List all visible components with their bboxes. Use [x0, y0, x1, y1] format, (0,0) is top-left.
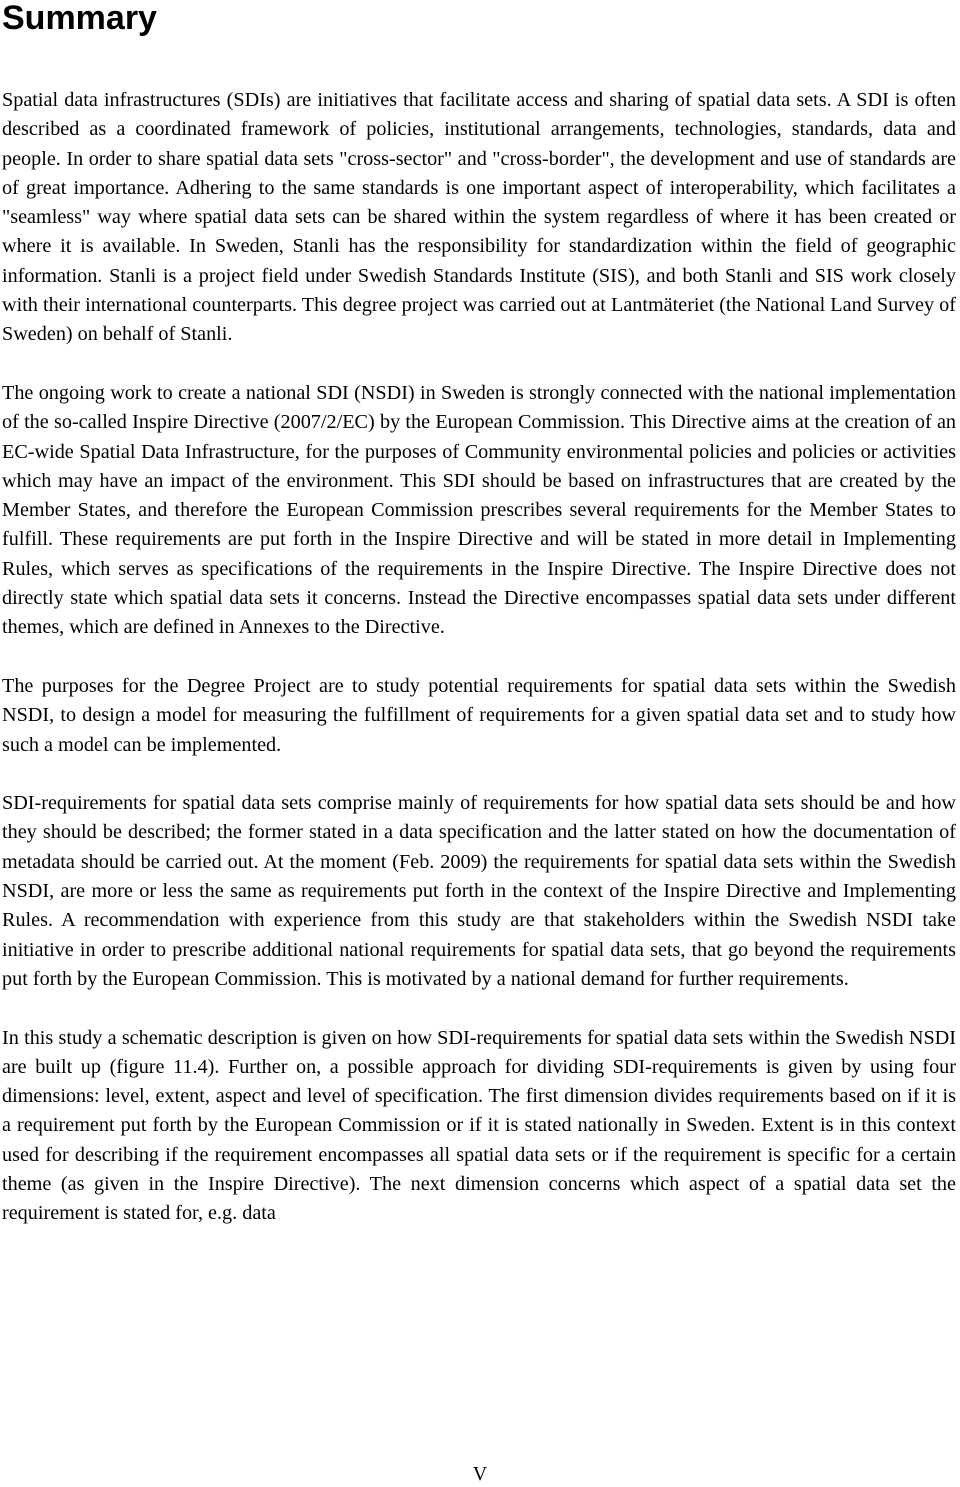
paragraph-2: The ongoing work to create a national SDI (NSDI) in Sweden is strongly connected with the national implementation of the so-called Inspire Directive (2007/2/EC) by the European Commission. This Directive aims at the creation of an EC-wide Spatial Data Infrastructure, for the purposes of Community environmental policies and policies or activities which may have an impact of the environment. This SDI should be based on infrastructures that are created by the Member States, and therefore the European Commission prescribes several requirements for the Member States to fulfill. These requirements are put forth in the Inspire Directive and will be stated in more detail in Implementing Rules, which serves as specifications of the requirements in the Inspire Directive. The Inspire Directive does not directly state which spatial data sets it concerns. Instead the Directive encompasses spatial data sets under different themes, which are defined in Annexes to the Directive. [2, 381, 956, 639]
paragraph-5: In this study a schematic description is given on how SDI-requirements for spatial data sets within the Swedish NSDI are built up (figure 11.4). Further on, a possible approach for dividing SDI-requirements is given by using four dimensions: level, extent, aspect and level of specification. The first dimension divides requirements based on if it is a requirement put forth by the European Commission or if it is stated nationally in Sweden. Extent is in this context used for describing if the requirement encompasses all spatial data sets or if the requirement is specific for a certain theme (as given in the Inspire Directive). The next dimension concerns which aspect of a spatial data set the requirement is stated for, e.g. data [2, 1026, 956, 1225]
page-number: V [472, 1463, 488, 1485]
page-title: Summary [2, 0, 157, 37]
paragraph-1: Spatial data infrastructures (SDIs) are initiatives that facilitate access and sharing of spatial data sets. A SDI is often described as a coordinated framework of policies, institutional arrangements, technologies, standards, data and people. In order to share spatial data sets "cross-sector" and "cross-border", the development and use of standards are of great importance. Adhering to the same standards is one important aspect of interoperability, which facilitates a "seamless" way where spatial data sets can be shared within the system regardless of where it has been created or where it is available. In Sweden, Stanli has the responsibility for standardization within the field of geographic information. Stanli is a project field under Swedish Standards Institute (SIS), and both Stanli and SIS work closely with their international counterparts. This degree project was carried out at Lantmäteriet (the National Land Survey of Sweden) on behalf of Stanli. [2, 89, 956, 346]
body-text [2, 86, 956, 1258]
paragraph-3: The purposes for the Degree Project are to study potential requirements for spatial data sets within the Swedish NSDI, to design a model for measuring the fulfillment of requirements for a given spatial data set and to study how such a model can be implemented. [2, 674, 956, 756]
paragraph-4: SDI-requirements for spatial data sets comprise mainly of requirements for how spatial data sets should be and how they should be described; the former stated in a data specification and the latter stated on how the documentation of metadata should be carried out. At the moment (Feb. 2009) the requirements for spatial data sets within the Swedish NSDI, are more or less the same as requirements put forth in the context of the Inspire Directive and Implementing Rules. A recommendation with experience from this study are that stakeholders within the Swedish NSDI take initiative in order to prescribe additional national requirements for spatial data sets, that go beyond the requirements put forth by the European Commission. This is motivated by a national demand for further requirements. [2, 792, 956, 990]
